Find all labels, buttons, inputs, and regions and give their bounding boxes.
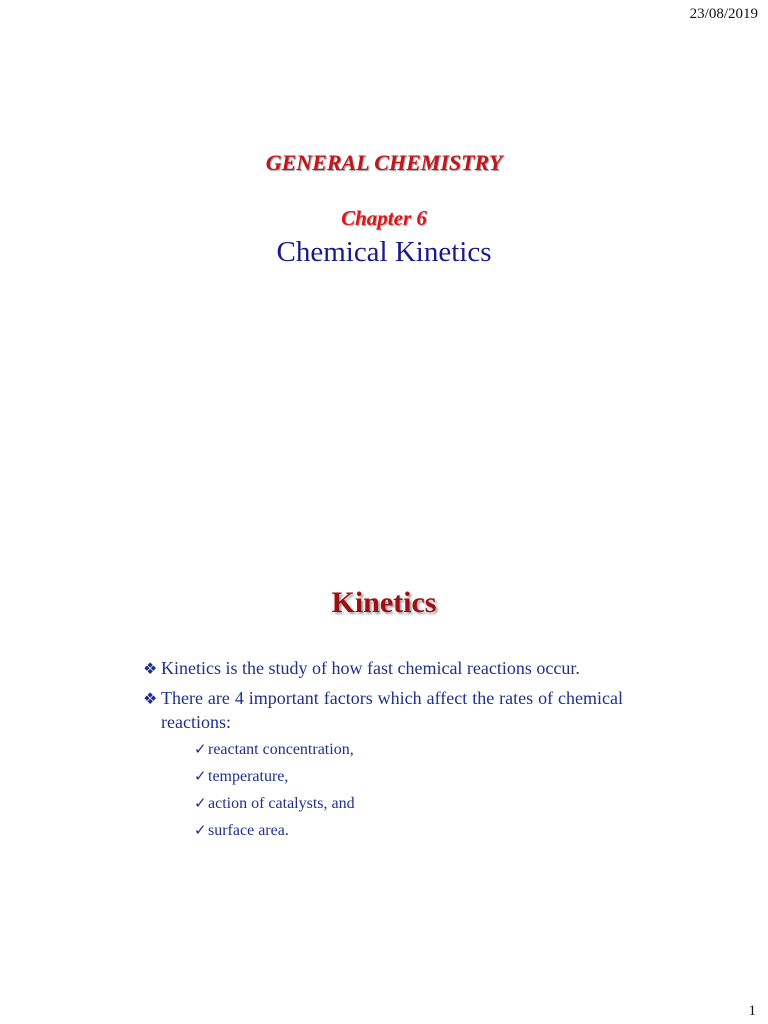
chapter-title: Chemical Kinetics: [276, 236, 492, 268]
factor-text: reactant concentration,: [208, 741, 354, 758]
factor-item: [194, 817, 623, 844]
bullet-list: [143, 656, 623, 850]
factor-text: action of catalysts, and: [208, 795, 355, 812]
bullet-text: There are 4 important factors which affect the rates of chemical reactions:: [161, 688, 623, 732]
bullet-item-definition: [143, 656, 623, 680]
checkmark-icon: ✓: [194, 821, 207, 839]
bullet-text: Kinetics is the study of how fast chemical reactions occur.: [161, 658, 580, 678]
chapter-label: Chapter 6: [341, 206, 427, 230]
checkmark-icon: ✓: [194, 794, 207, 812]
factor-item: [194, 763, 623, 790]
checkmark-icon: ✓: [194, 740, 207, 758]
course-title: GENERAL CHEMISTRY: [265, 150, 503, 175]
page-number: 1: [748, 1003, 756, 1019]
checkmark-icon: ✓: [194, 767, 207, 785]
factor-text: temperature,: [208, 768, 289, 785]
factor-item: [194, 736, 623, 763]
diamond-bullet-icon: ❖: [143, 689, 158, 708]
bullet-item-factors: [143, 686, 623, 844]
factor-text: surface area.: [208, 822, 289, 839]
factor-item: [194, 790, 623, 817]
diamond-bullet-icon: ❖: [143, 659, 158, 678]
slide-heading: Kinetics: [331, 586, 437, 619]
factor-list: [161, 736, 623, 844]
date-label: 23/08/2019: [689, 6, 758, 22]
kinetics-slide: [0, 512, 768, 1024]
